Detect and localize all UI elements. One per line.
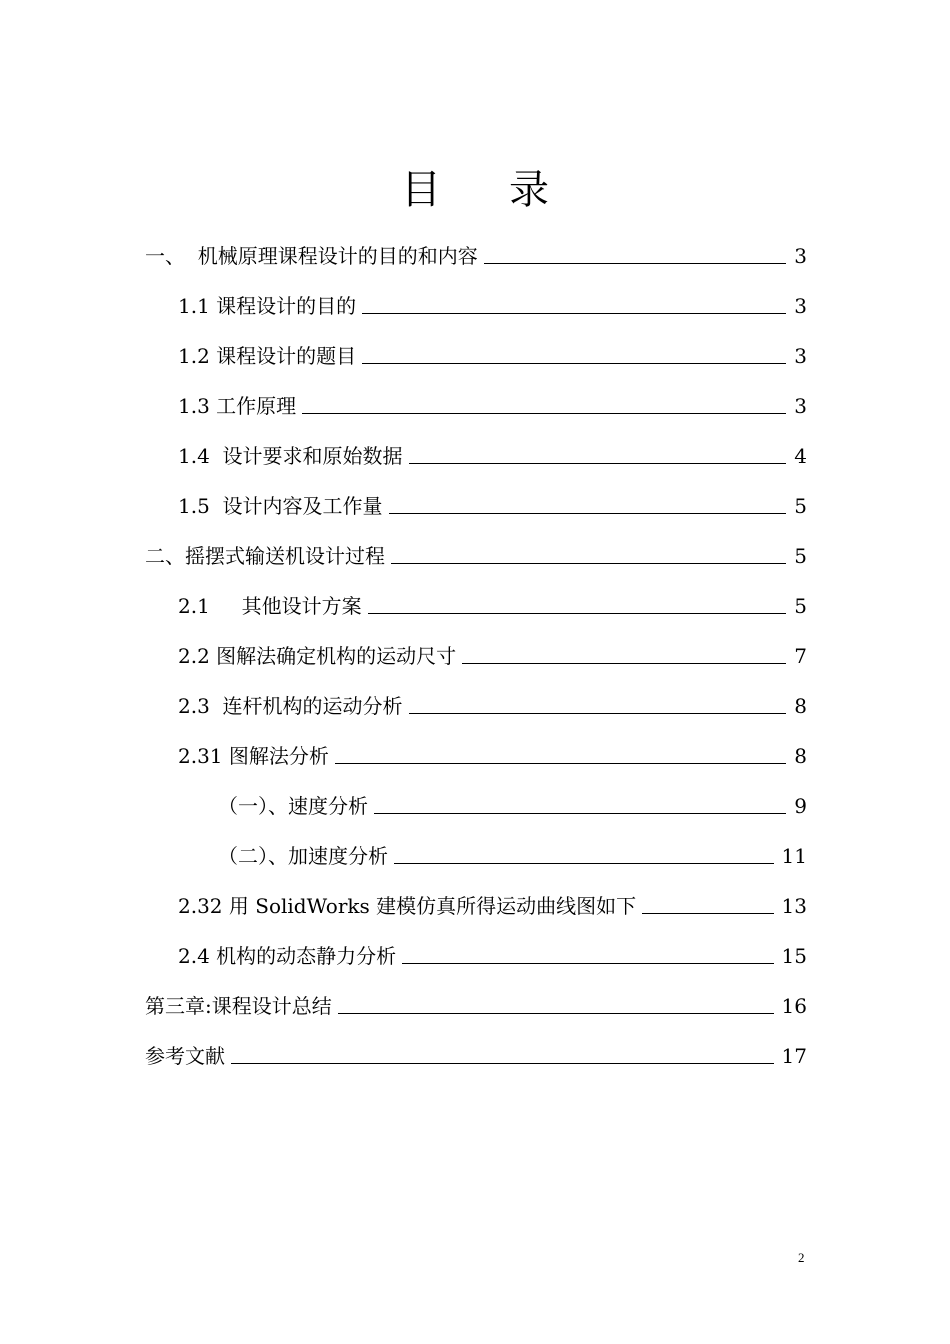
toc-entry-text: 2.4 机构的动态静力分析 — [178, 944, 397, 968]
toc-leader-line — [338, 1013, 774, 1014]
toc-entry-text: 1.3 工作原理 — [178, 394, 297, 418]
toc-leader-line — [402, 963, 773, 964]
title-char-2: 录 — [509, 167, 549, 213]
toc-entry[interactable] — [178, 938, 807, 968]
toc-leader-line — [302, 413, 786, 414]
toc-leader-line — [362, 363, 786, 364]
toc-title — [0, 158, 950, 215]
toc-entry-page: 3 — [794, 344, 807, 368]
toc-leader-line — [409, 463, 787, 464]
toc-entry[interactable] — [218, 838, 807, 868]
toc-entry-page: 9 — [794, 794, 807, 818]
toc-leader-line — [394, 863, 774, 864]
toc-entry-page: 15 — [781, 944, 807, 968]
toc-entry-page: 5 — [794, 494, 807, 518]
toc-entry-text: 2.2 图解法确定机构的运动尺寸 — [178, 644, 457, 668]
toc-entry[interactable] — [218, 788, 807, 818]
toc-leader-line — [409, 713, 787, 714]
toc-entry-page: 13 — [781, 894, 807, 918]
toc-entry-page: 3 — [794, 244, 807, 268]
toc-entry[interactable] — [178, 288, 807, 318]
toc-entry-page: 17 — [781, 1044, 807, 1068]
toc-leader-line — [362, 313, 786, 314]
toc-entry[interactable] — [145, 1038, 807, 1068]
toc-entry-text: 第三章:课程设计总结 — [145, 994, 332, 1018]
toc-entry[interactable] — [178, 338, 807, 368]
toc-entry-text: 2.31 图解法分析 — [178, 744, 329, 768]
toc-entry[interactable] — [178, 488, 807, 518]
toc-entry-text: 1.4 设计要求和原始数据 — [178, 444, 403, 468]
toc-entry-text: （二）、加速度分析 — [218, 844, 388, 868]
toc-entry-text: 2.3 连杆机构的运动分析 — [178, 694, 403, 718]
toc-entry-text: 1.2 课程设计的题目 — [178, 344, 357, 368]
toc-entry-page: 3 — [794, 394, 807, 418]
toc-leader-line — [231, 1063, 774, 1064]
toc-leader-line — [391, 563, 786, 564]
toc-entry[interactable] — [178, 638, 807, 668]
toc-entry-page: 4 — [794, 444, 807, 468]
toc-leader-line — [374, 813, 786, 814]
toc-entry-text: 参考文献 — [145, 1044, 225, 1068]
toc-entry[interactable] — [178, 388, 807, 418]
toc-entry[interactable] — [145, 538, 807, 568]
toc-entry[interactable] — [145, 988, 807, 1018]
toc-leader-line — [462, 663, 786, 664]
toc-entry[interactable] — [178, 688, 807, 718]
toc-entry-text: 2.32 用 SolidWorks 建模仿真所得运动曲线图如下 — [178, 894, 637, 918]
toc-entry[interactable] — [145, 238, 807, 268]
toc-entry[interactable] — [178, 438, 807, 468]
toc-entry[interactable] — [178, 588, 807, 618]
toc-entry-text: 二、摇摆式输送机设计过程 — [145, 544, 385, 568]
toc-leader-line — [335, 763, 786, 764]
toc-entry-text: （一）、速度分析 — [218, 794, 368, 818]
toc-entry-page: 11 — [781, 844, 807, 868]
toc-entry-page: 8 — [794, 744, 807, 768]
toc-entry-page: 7 — [794, 644, 807, 668]
toc-entry-page: 5 — [794, 594, 807, 618]
page-number: 2 — [798, 1250, 805, 1265]
toc-entry-text: 1.1 课程设计的目的 — [178, 294, 357, 318]
toc-leader-line — [389, 513, 787, 514]
toc-entry[interactable] — [178, 888, 807, 918]
toc-entry-page: 16 — [781, 994, 807, 1018]
toc-entry-text: 一、 机械原理课程设计的目的和内容 — [145, 244, 478, 268]
toc-entry-page: 8 — [794, 694, 807, 718]
toc-entry-page: 3 — [794, 294, 807, 318]
title-char-1: 目 — [401, 167, 441, 213]
toc-leader-line — [484, 263, 787, 264]
toc-entry[interactable] — [178, 738, 807, 768]
toc-entry-text: 1.5 设计内容及工作量 — [178, 494, 383, 518]
toc-entry-page: 5 — [794, 544, 807, 568]
toc-leader-line — [642, 913, 773, 914]
toc-entry-text: 2.1 其他设计方案 — [178, 594, 362, 618]
toc-leader-line — [368, 613, 787, 614]
